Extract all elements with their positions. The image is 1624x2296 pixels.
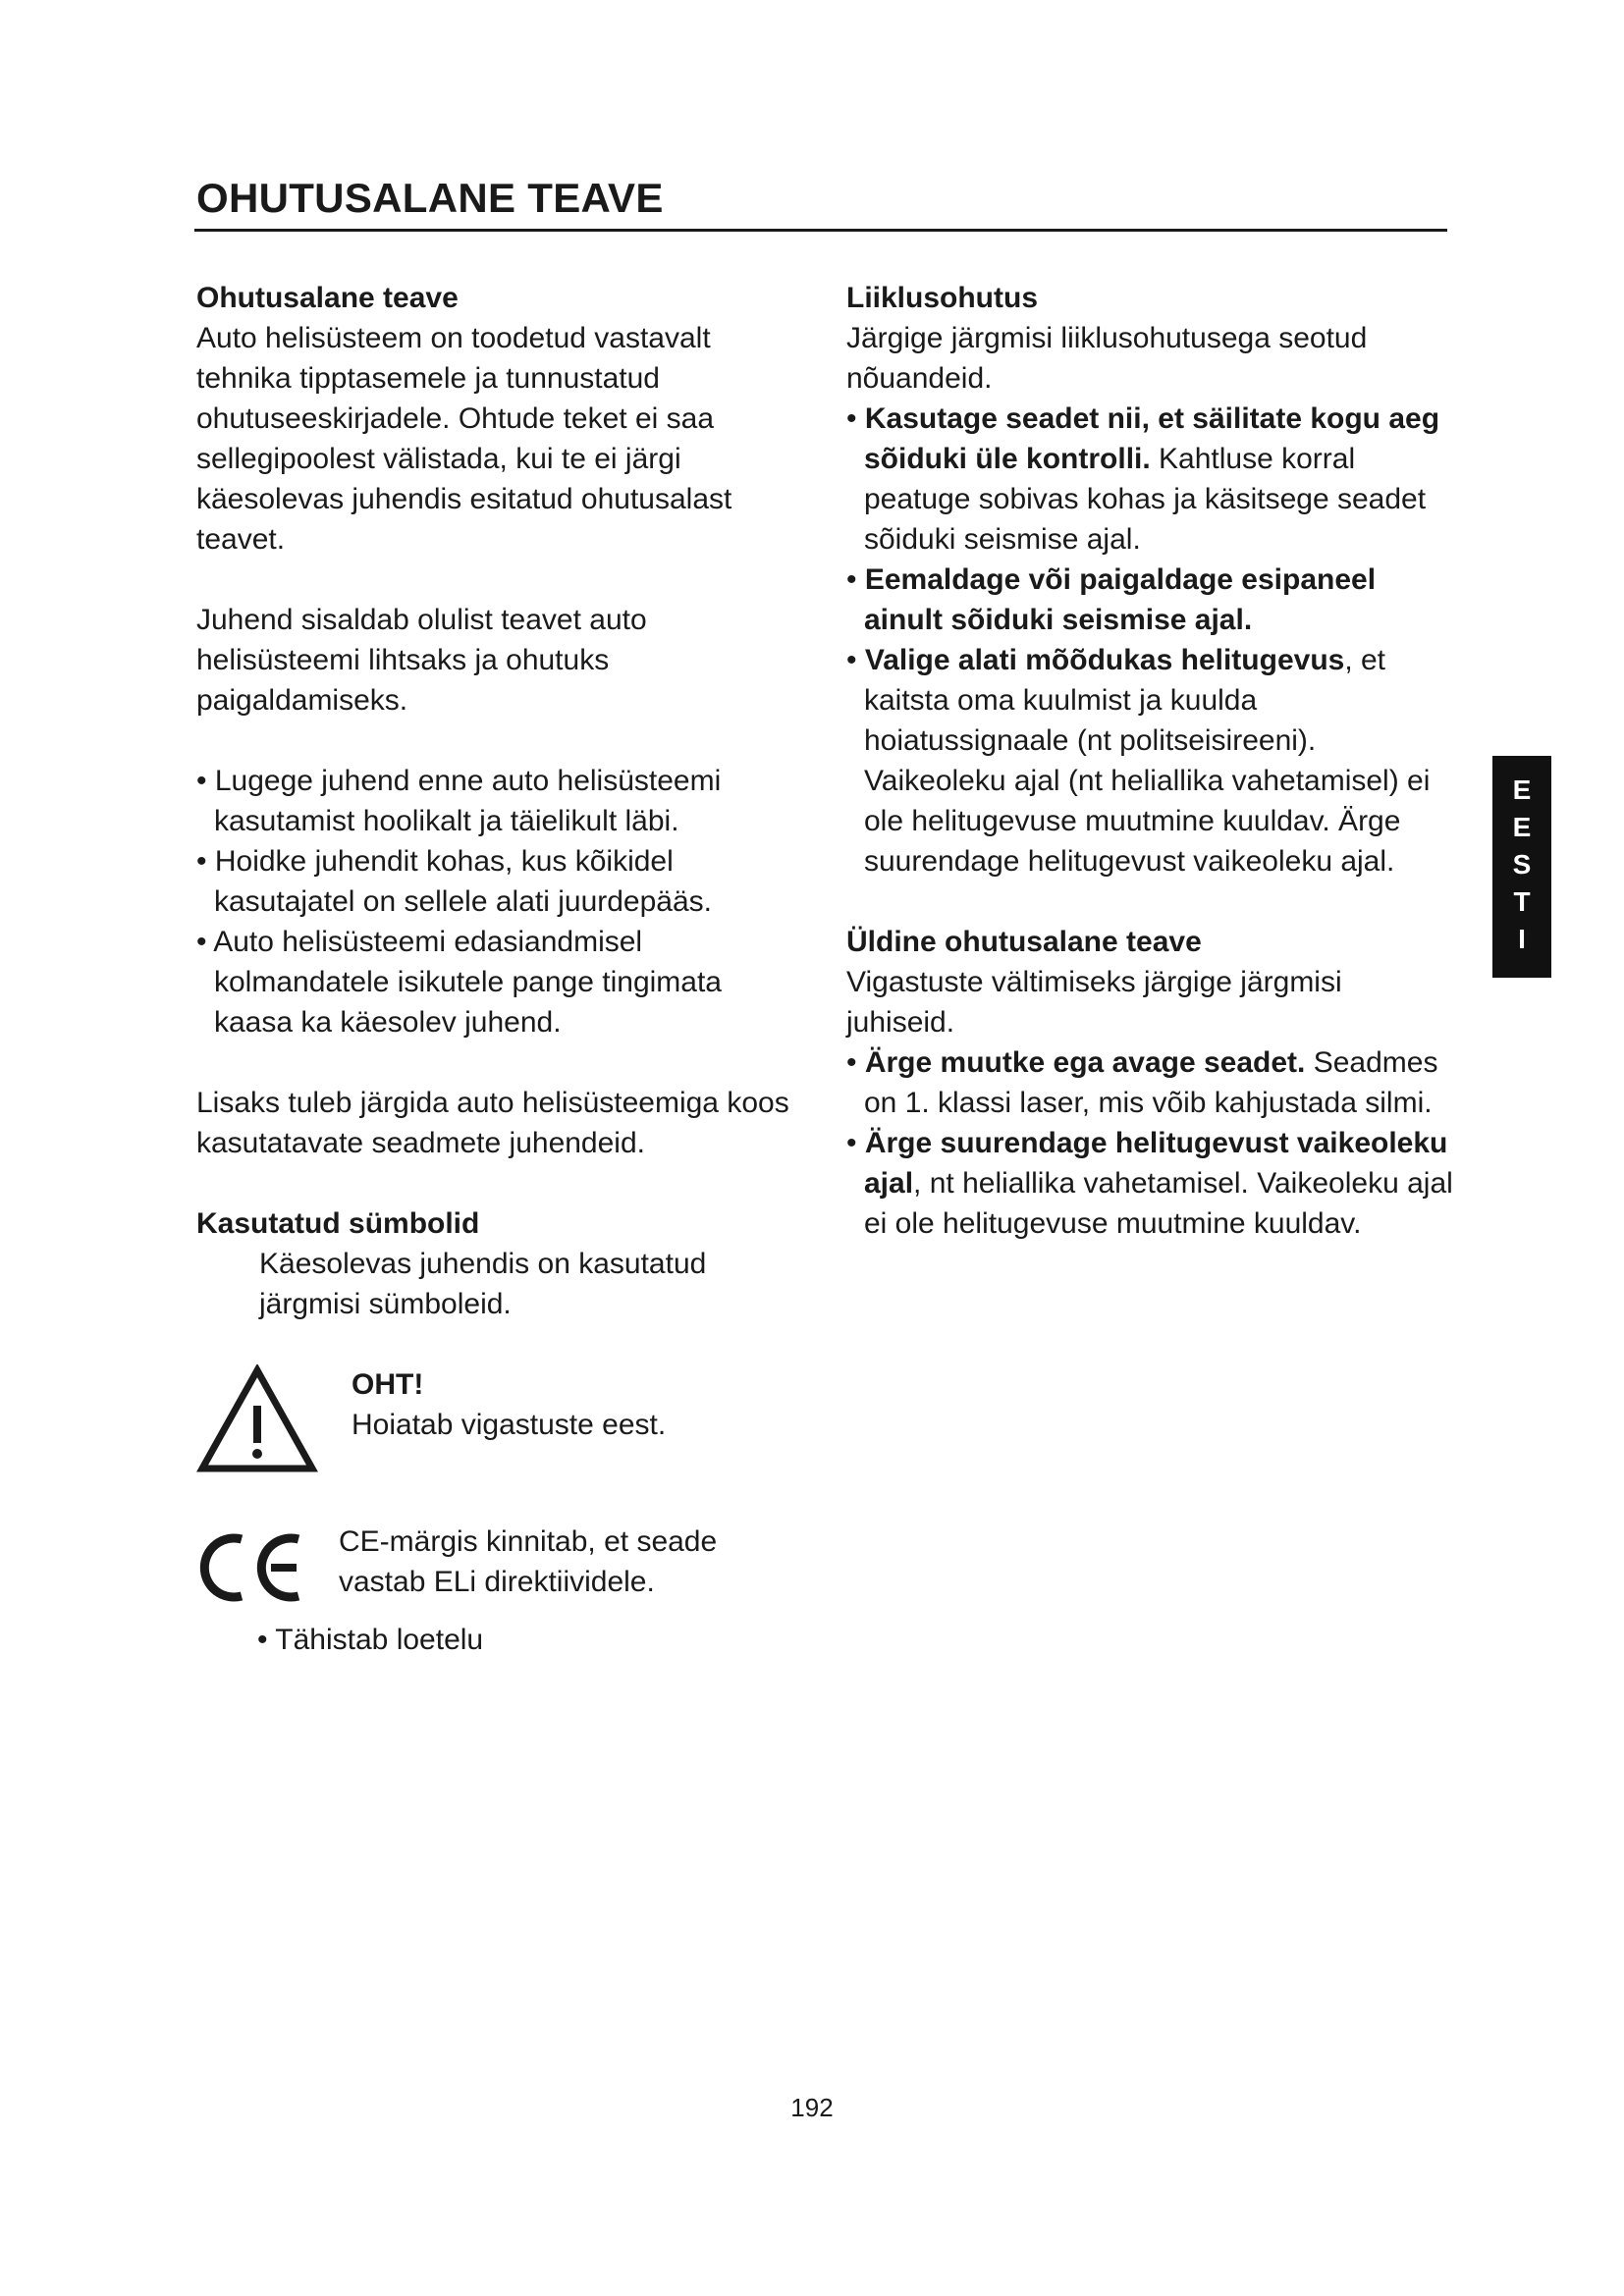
traffic-intro: Järgige järgmisi liiklusohutusega seotud nõuandeid. <box>846 322 1368 395</box>
language-tab-letter: I <box>1518 924 1526 954</box>
warning-triangle-icon <box>196 1364 318 1474</box>
list-item: • Kasutage seadet nii, et säilitate kogu aeg sõiduki üle kontrolli. Kahtluse korral peatuge sobivas kohas ja käsitsege seadet sõiduki seismise ajal. <box>846 402 1440 556</box>
list-item: • Ärge suurendage helitugevust vaikeoleku ajal, nt heliallika vahetamisel. Vaikeoleku ajal ei ole helitugevuse muutmine kuuldav. <box>846 1127 1453 1240</box>
list-item: • Auto helisüsteemi edasiandmisel kolmandatele isikutele pange tingimata kaasa ka käesolev juhend. <box>196 926 722 1039</box>
language-tab-letter: E <box>1512 774 1532 805</box>
list-symbol-explanation: • Tähistab loetelu <box>257 1624 484 1656</box>
general-intro: Vigastuste vältimiseks järgige järgmisi juhiseid. <box>846 966 1342 1039</box>
ce-symbol-row <box>196 1522 805 1620</box>
ce-text: CE-märgis kinnitab, et seade vastab ELi direktiividele. <box>339 1525 718 1598</box>
language-tab-letter: E <box>1512 812 1532 842</box>
page-number: 192 <box>790 2093 834 2122</box>
language-tab-letter: S <box>1512 849 1532 880</box>
other-devices-note: Lisaks tuleb järgida auto helisüsteemiga koos kasutatavate seadmete juhendeid. <box>196 1087 789 1159</box>
warning-title: OHT! <box>352 1368 424 1401</box>
page-title: OHUTUSALANE TEAVE <box>196 175 664 221</box>
language-tab-letter: T <box>1513 886 1531 917</box>
left-column <box>196 278 805 1660</box>
guide-body: Juhend sisaldab olulist teavet auto helisüsteemi lihtsaks ja ohutuks paigaldamiseks. <box>196 604 647 717</box>
list-item: • Lugege juhend enne auto helisüsteemi kasutamist hoolikalt ja täielikult läbi. <box>196 765 722 837</box>
safety-heading: Ohutusalane teave <box>196 282 459 314</box>
general-heading: Üldine ohutusalane teave <box>846 926 1202 958</box>
traffic-heading: Liiklusohutus <box>846 282 1038 314</box>
warning-symbol-row <box>196 1364 805 1492</box>
list-item: • Valige alati mõõdukas helitugevus, et kaitsta oma kuulmist ja kuulda hoiatussignaale (nt politseisireeni). Vaikeoleku ajal (nt heliallika vahetamisel) ei ole helitugevuse muutmine kuuldav. Ärge suurendage helitugevust vaikeoleku ajal. <box>846 644 1431 878</box>
ce-mark-icon <box>196 1531 304 1604</box>
list-item: • Hoidke juhendit kohas, kus kõikidel kasutajatel on sellele alati juurdepääs. <box>196 845 712 918</box>
warning-text: Hoiatab vigastuste eest. <box>352 1409 667 1441</box>
symbols-intro: Käesolevas juhendis on kasutatud järgmisi sümboleid. <box>259 1248 707 1320</box>
safety-body: Auto helisüsteem on toodetud vastavalt tehnika tipptasemele ja tunnustatud ohutuseeskirjadele. Ohtude teket ei saa sellegipoolest välistada, kui te ei järgi käesolevas juhendis esitatud ohutusalast teavet. <box>196 322 732 556</box>
language-tab <box>1492 756 1551 978</box>
list-item: • Ärge muutke ega avage seadet. Seadmes on 1. klassi laser, mis võib kahjustada silmi. <box>846 1046 1438 1119</box>
list-item: • Eemaldage või paigaldage esipaneel ainult sõiduki seismise ajal. <box>846 563 1377 636</box>
right-column <box>846 278 1455 1244</box>
title-rule <box>194 229 1447 232</box>
symbols-heading: Kasutatud sümbolid <box>196 1207 480 1240</box>
